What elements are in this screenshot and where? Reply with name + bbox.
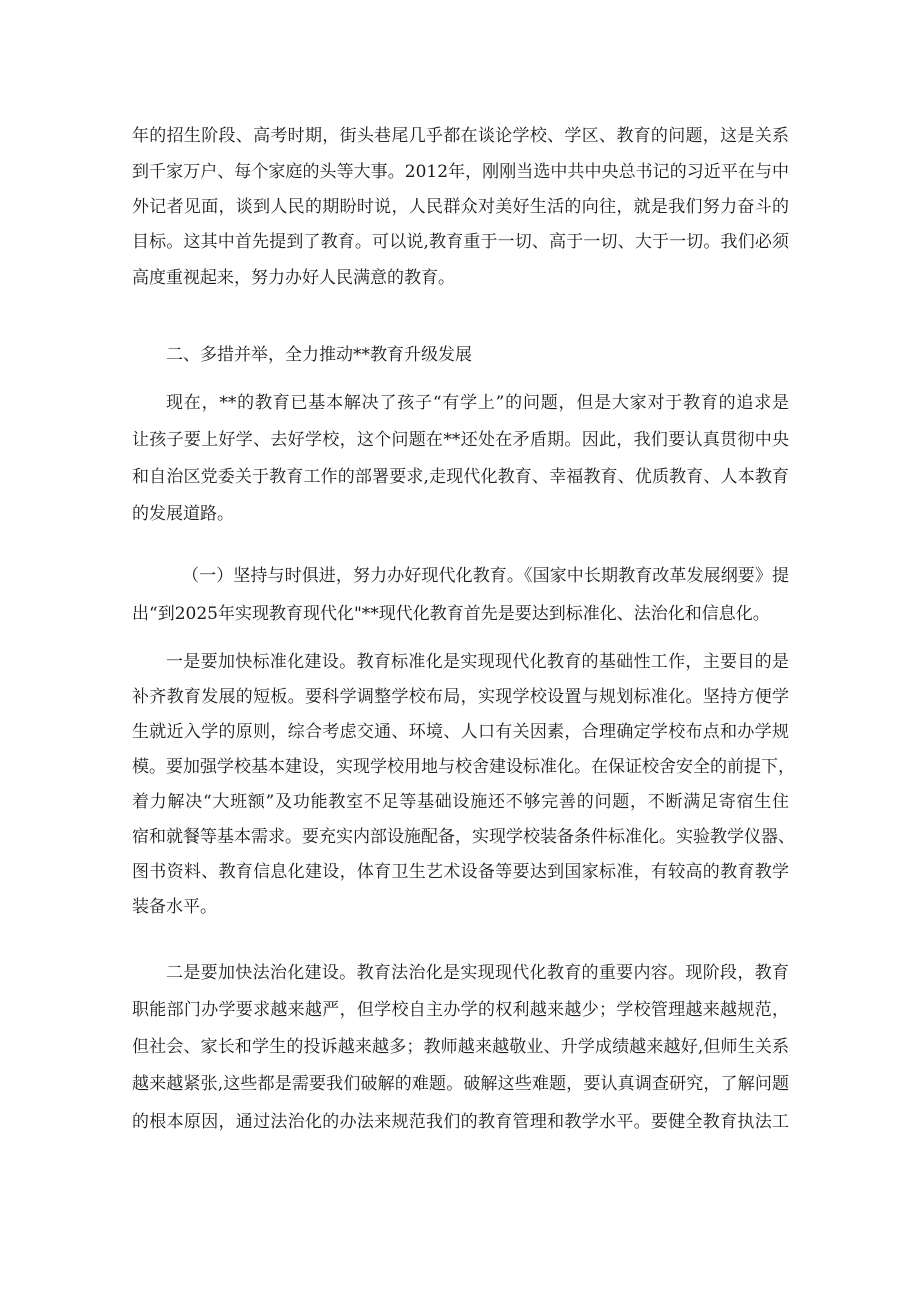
text-line: 现在，**的教育已基本解决了孩子“有学上”的问题，但是大家对于教育的追求是 — [166, 393, 789, 413]
text-line: 到千家万户、每个家庭的头等大事。2012年，刚刚当选中共中央总书记的习近平在与中 — [132, 162, 789, 182]
text-line: 生就近入学的原则，综合考虑交通、环境、人口有关因素，合理确定学校布点和办学规 — [132, 722, 789, 742]
section-heading: 二、多措并举，全力推动**教育升级发展 — [166, 345, 472, 365]
text-line: 目标。这其中首先提到了教育。可以说,教育重于一切、高于一切、大于一切。我们必须 — [132, 232, 789, 252]
text-line: 让孩子要上好学、去好学校，这个问题在**还处在矛盾期。因此，我们要认真贯彻中央 — [132, 430, 789, 450]
text-line: 的发展道路。 — [132, 504, 234, 524]
text-line: 二是要加快法治化建设。教育法治化是实现现代化教育的重要内容。现阶段，教育 — [166, 963, 789, 983]
text-line: 宿和就餐等基本需求。要充实内部设施配备，实现学校装备条件标准化。实验教学仪器、 — [132, 827, 795, 847]
text-line: 越来越紧张,这些都是需要我们破解的难题。破解这些难题，要认真调查研究，了解问题 — [132, 1074, 789, 1094]
text-line: 但社会、家长和学生的投诉越来越多；教师越来越敬业、升学成绩越来越好,但师生关系 — [132, 1037, 789, 1057]
text-line: 的根本原因，通过法治化的办法来规范我们的教育管理和教学水平。要健全教育执法工 — [132, 1112, 789, 1132]
text-line: 高度重视起来，努力办好人民满意的教育。 — [132, 268, 455, 288]
text-line: 出“到2025年实现教育现代化"**现代化教育首先是要达到标准化、法治化和信息化。 — [132, 604, 770, 624]
text-line: 年的招生阶段、高考时期，街头巷尾几乎都在谈论学校、学区、教育的问题，这是关系 — [132, 126, 789, 146]
text-line: 和自治区党委关于教育工作的部署要求,走现代化教育、幸福教育、优质教育、人本教育 — [132, 467, 789, 487]
text-line: 模。要加强学校基本建设，实现学校用地与校舍建设标准化。在保证校舍安全的前提下， — [132, 757, 795, 777]
text-line: 外记者见面，谈到人民的期盼时说，人民群众对美好生活的向往，就是我们努力奋斗的 — [132, 197, 789, 217]
text-line: （一）坚持与时俱进，努力办好现代化教育。《国家中长期教育改革发展纲要》提 — [182, 566, 789, 586]
text-line: 着力解决“大班额”及功能教室不足等基础设施还不够完善的问题，不断满足寄宿生住 — [132, 792, 789, 812]
text-line: 图书资料、教育信息化建设，体育卫生艺术设备等要达到国家标准，有较高的教育教学 — [132, 862, 789, 882]
text-line: 一是要加快标准化建设。教育标准化是实现现代化教育的基础性工作，主要目的是 — [166, 652, 789, 672]
text-line: 职能部门办学要求越来越严，但学校自主办学的权利越来越少；学校管理越来越规范， — [132, 1000, 789, 1020]
text-line: 补齐教育发展的短板。要科学调整学校布局，实现学校设置与规划标准化。坚持方便学 — [132, 687, 789, 707]
text-line: 装备水平。 — [132, 897, 217, 917]
